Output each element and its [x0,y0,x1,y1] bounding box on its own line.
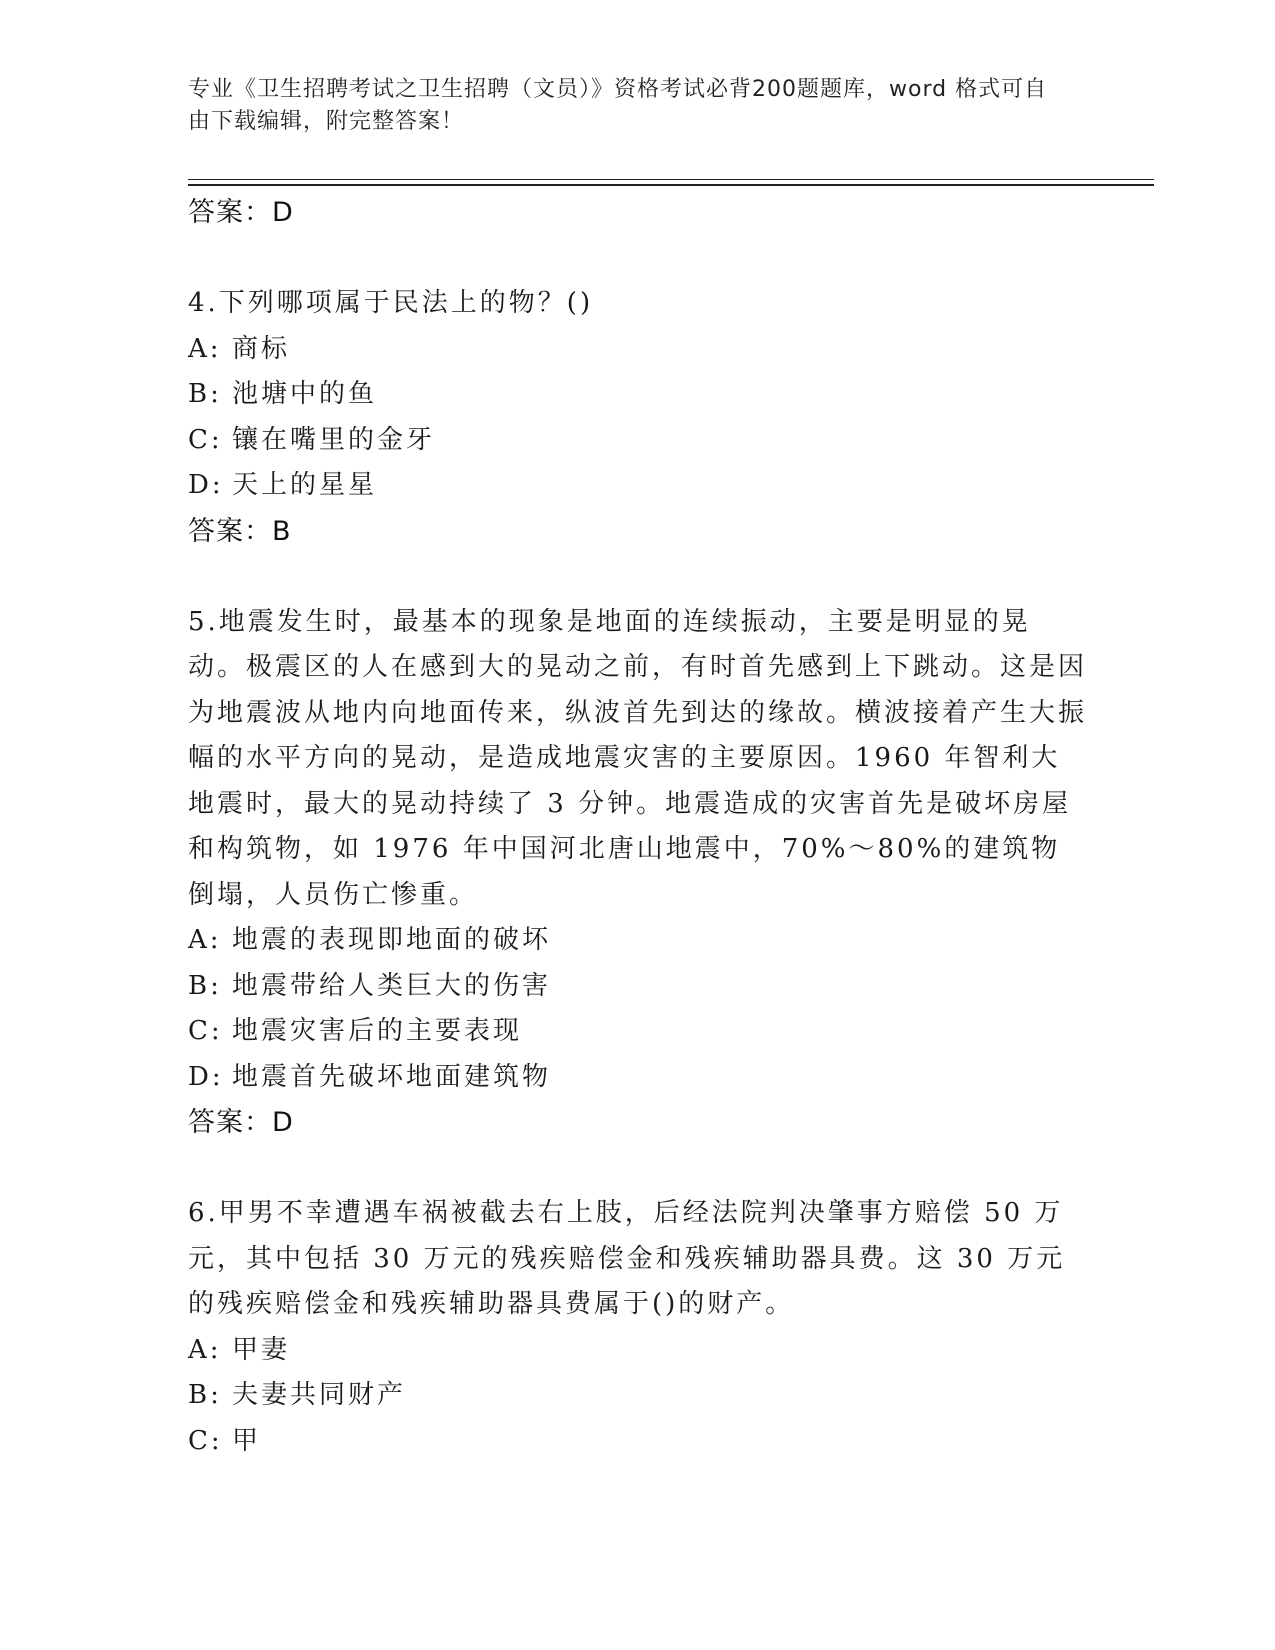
option-text: 地震首先破坏地面建筑物 [232,1061,552,1092]
question-block [188,600,1088,1146]
option-letter: B: [188,379,222,409]
answer-line: 答案：D [188,197,294,228]
option-letter: D: [188,470,224,500]
option-item [188,1419,1088,1465]
option-text: 镶在嘴里的金牙 [232,424,436,455]
option-item [188,1373,1088,1419]
option-text: 商标 [232,333,291,364]
spacer [188,235,1088,281]
question-text: 6.甲男不幸遭遇车祸被截去右上肢，后经法院判决肇事方赔偿 50 万元，其中包括 30 万元的残疾赔偿金和残疾辅助器具费。这 30 万元的残疾赔偿金和残疾辅助器具费属于()的财产。 [188,1198,1066,1319]
option-text: 地震灾害后的主要表现 [232,1016,523,1046]
option-text: 地震带给人类巨大的伤害 [232,970,552,1001]
option-item [188,327,1088,373]
question-block [188,1191,1088,1464]
document-header: 专业《卫生招聘考试之卫生招聘（文员）》资格考试必背200题题库，word 格式可自由下载编辑，附完整答案！ [188,77,1048,134]
option-letter: A: [188,1334,222,1365]
option-text: 天上的星星 [232,470,378,500]
option-letter: C: [188,1425,223,1456]
option-item [188,1055,1088,1101]
option-text: 夫妻共同财产 [232,1380,407,1410]
option-item [188,964,1088,1010]
question-block [188,281,1088,554]
option-letter: B: [188,1380,222,1410]
option-letter: C: [188,424,223,455]
spacer [188,1145,1088,1191]
option-letter: C: [188,1016,223,1046]
option-letter: B: [188,970,222,1001]
option-text: 甲 [232,1425,262,1456]
document-body [188,190,1088,1464]
answer-line: 答案：B [188,515,292,547]
option-letter: D: [188,1061,224,1092]
option-text: 池塘中的鱼 [232,379,378,409]
answer-line: 答案：D [188,1107,294,1138]
option-letter: A: [188,925,222,955]
option-item [188,1009,1088,1055]
option-item [188,1328,1088,1374]
header-rule-thick [188,184,1154,186]
question-text: 4.下列哪项属于民法上的物？() [188,288,594,318]
header-rule-thin [188,179,1154,180]
question-text: 5.地震发生时，最基本的现象是地面的连续振动，主要是明显的晃动。极震区的人在感到大的晃动之前，有时首先感到上下跳动。这是因为地震波从地内向地面传来，纵波首先到达的缘故。横波接着产生大振幅的水平方向的晃动，是造成地震灾害的主要原因。1960 年智利大地震时，最大的晃动持续了 3 分钟。地震造成的灾害首先是破坏房屋和构筑物，如 1976 年中国河北唐山地震中，70%～80%的建筑物倒塌，人员伤亡惨重。 [188,606,1088,910]
option-text: 甲妻 [232,1334,291,1365]
option-letter: A: [188,333,222,364]
option-item [188,918,1088,964]
spacer [188,554,1088,600]
option-item [188,463,1088,509]
option-item [188,418,1088,464]
option-item [188,372,1088,418]
option-text: 地震的表现即地面的破坏 [232,925,552,955]
